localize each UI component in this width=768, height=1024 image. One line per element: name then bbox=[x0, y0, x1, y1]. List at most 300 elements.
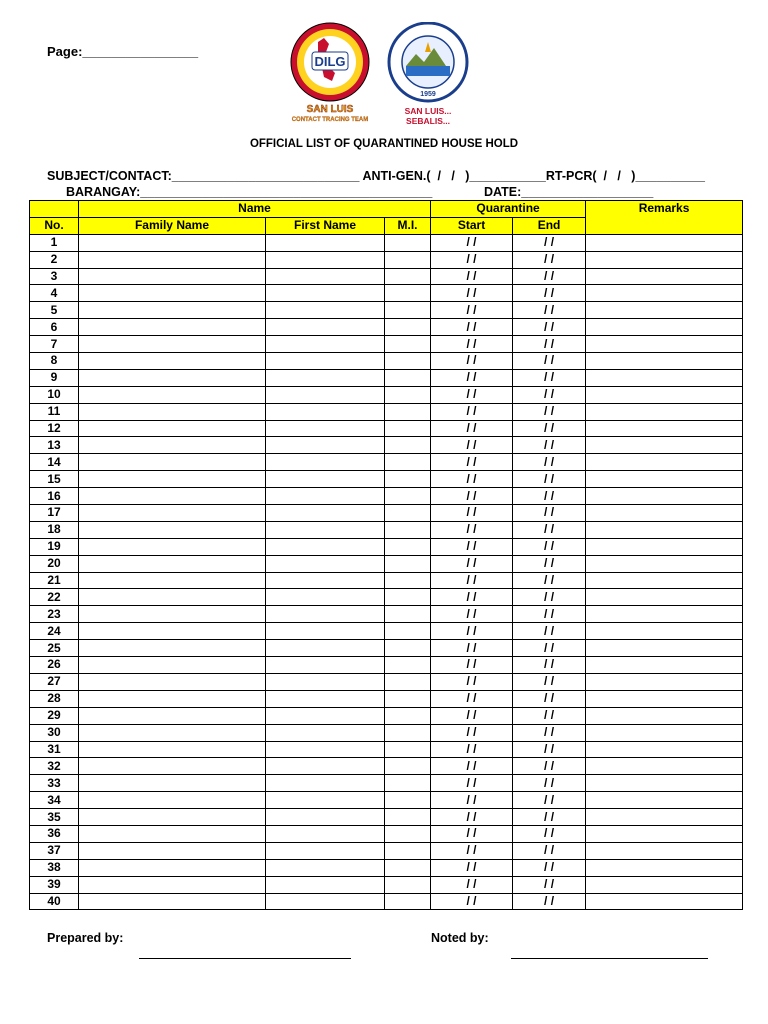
table-row bbox=[30, 505, 743, 522]
table-row bbox=[30, 454, 743, 471]
remarks-cell[interactable] bbox=[586, 302, 743, 319]
municipality-year: 1959 bbox=[420, 91, 436, 98]
end-date-cell[interactable]: / / bbox=[513, 606, 586, 623]
remarks-cell[interactable] bbox=[586, 572, 743, 589]
mi-cell[interactable] bbox=[385, 775, 431, 792]
family-name-cell[interactable] bbox=[79, 234, 266, 251]
family-name-cell[interactable] bbox=[79, 251, 266, 268]
remarks-cell[interactable] bbox=[586, 707, 743, 724]
first-name-cell[interactable] bbox=[266, 505, 385, 522]
remarks-cell[interactable] bbox=[586, 741, 743, 758]
start-date-cell[interactable]: / / bbox=[431, 876, 513, 893]
start-date-cell[interactable]: / / bbox=[431, 234, 513, 251]
row-number: 14 bbox=[30, 454, 79, 471]
end-date-cell[interactable]: / / bbox=[513, 353, 586, 370]
row-number: 6 bbox=[30, 319, 79, 336]
mi-cell[interactable] bbox=[385, 859, 431, 876]
start-date-cell[interactable]: / / bbox=[431, 640, 513, 657]
remarks-cell[interactable] bbox=[586, 623, 743, 640]
first-name-cell[interactable] bbox=[266, 285, 385, 302]
start-date-cell[interactable]: / / bbox=[431, 859, 513, 876]
end-date-cell[interactable]: / / bbox=[513, 302, 586, 319]
first-name-cell[interactable] bbox=[266, 842, 385, 859]
family-name-cell[interactable] bbox=[79, 505, 266, 522]
remarks-cell[interactable] bbox=[586, 809, 743, 826]
subject-contact-line: SUBJECT/CONTACT:___________________________ ANTI-GEN.( / / )___________RT-PCR( / / )__________ bbox=[47, 169, 705, 183]
end-date-cell[interactable]: / / bbox=[513, 234, 586, 251]
mi-cell[interactable] bbox=[385, 285, 431, 302]
first-name-cell[interactable] bbox=[266, 454, 385, 471]
header-first-name: First Name bbox=[266, 217, 385, 234]
family-name-cell[interactable] bbox=[79, 403, 266, 420]
family-name-cell[interactable] bbox=[79, 589, 266, 606]
first-name-cell[interactable] bbox=[266, 758, 385, 775]
remarks-cell[interactable] bbox=[586, 876, 743, 893]
remarks-cell[interactable] bbox=[586, 775, 743, 792]
remarks-cell[interactable] bbox=[586, 606, 743, 623]
row-number: 1 bbox=[30, 234, 79, 251]
end-date-cell[interactable]: / / bbox=[513, 758, 586, 775]
start-date-cell[interactable]: / / bbox=[431, 707, 513, 724]
end-date-cell[interactable]: / / bbox=[513, 876, 586, 893]
remarks-cell[interactable] bbox=[586, 251, 743, 268]
row-number: 40 bbox=[30, 893, 79, 910]
end-date-cell[interactable]: / / bbox=[513, 707, 586, 724]
row-number: 13 bbox=[30, 437, 79, 454]
first-name-cell[interactable] bbox=[266, 859, 385, 876]
first-name-cell[interactable] bbox=[266, 437, 385, 454]
end-date-cell[interactable]: / / bbox=[513, 792, 586, 809]
mi-cell[interactable] bbox=[385, 657, 431, 674]
family-name-cell[interactable] bbox=[79, 336, 266, 353]
first-name-cell[interactable] bbox=[266, 741, 385, 758]
first-name-cell[interactable] bbox=[266, 234, 385, 251]
end-date-cell[interactable]: / / bbox=[513, 640, 586, 657]
row-number: 19 bbox=[30, 538, 79, 555]
row-number: 21 bbox=[30, 572, 79, 589]
mi-cell[interactable] bbox=[385, 336, 431, 353]
table-row bbox=[30, 319, 743, 336]
remarks-cell[interactable] bbox=[586, 454, 743, 471]
first-name-cell[interactable] bbox=[266, 623, 385, 640]
remarks-cell[interactable] bbox=[586, 673, 743, 690]
family-name-cell[interactable] bbox=[79, 859, 266, 876]
mi-cell[interactable] bbox=[385, 521, 431, 538]
table-row bbox=[30, 657, 743, 674]
start-date-cell[interactable]: / / bbox=[431, 555, 513, 572]
first-name-cell[interactable] bbox=[266, 893, 385, 910]
mi-cell[interactable] bbox=[385, 403, 431, 420]
remarks-cell[interactable] bbox=[586, 842, 743, 859]
remarks-cell[interactable] bbox=[586, 471, 743, 488]
start-date-cell[interactable]: / / bbox=[431, 792, 513, 809]
first-name-cell[interactable] bbox=[266, 876, 385, 893]
table-row bbox=[30, 859, 743, 876]
start-date-cell[interactable]: / / bbox=[431, 623, 513, 640]
first-name-cell[interactable] bbox=[266, 690, 385, 707]
start-date-cell[interactable]: / / bbox=[431, 724, 513, 741]
row-number: 35 bbox=[30, 809, 79, 826]
family-name-cell[interactable] bbox=[79, 420, 266, 437]
end-date-cell[interactable]: / / bbox=[513, 336, 586, 353]
remarks-cell[interactable] bbox=[586, 336, 743, 353]
end-date-cell[interactable]: / / bbox=[513, 437, 586, 454]
mi-cell[interactable] bbox=[385, 488, 431, 505]
table-row bbox=[30, 471, 743, 488]
first-name-cell[interactable] bbox=[266, 707, 385, 724]
family-name-cell[interactable] bbox=[79, 572, 266, 589]
row-number: 10 bbox=[30, 386, 79, 403]
first-name-cell[interactable] bbox=[266, 488, 385, 505]
first-name-cell[interactable] bbox=[266, 724, 385, 741]
header-no: No. bbox=[30, 217, 79, 234]
first-name-cell[interactable] bbox=[266, 809, 385, 826]
mi-cell[interactable] bbox=[385, 673, 431, 690]
family-name-cell[interactable] bbox=[79, 302, 266, 319]
remarks-cell[interactable] bbox=[586, 234, 743, 251]
first-name-cell[interactable] bbox=[266, 353, 385, 370]
mi-cell[interactable] bbox=[385, 690, 431, 707]
row-number: 29 bbox=[30, 707, 79, 724]
mi-cell[interactable] bbox=[385, 893, 431, 910]
mi-cell[interactable] bbox=[385, 876, 431, 893]
table-row bbox=[30, 521, 743, 538]
remarks-cell[interactable] bbox=[586, 690, 743, 707]
row-number: 24 bbox=[30, 623, 79, 640]
start-date-cell[interactable]: / / bbox=[431, 758, 513, 775]
first-name-cell[interactable] bbox=[266, 640, 385, 657]
end-date-cell[interactable]: / / bbox=[513, 471, 586, 488]
first-name-cell[interactable] bbox=[266, 555, 385, 572]
start-date-cell[interactable]: / / bbox=[431, 809, 513, 826]
row-number: 33 bbox=[30, 775, 79, 792]
start-date-cell[interactable]: / / bbox=[431, 488, 513, 505]
remarks-cell[interactable] bbox=[586, 859, 743, 876]
table-row bbox=[30, 403, 743, 420]
start-date-cell[interactable]: / / bbox=[431, 657, 513, 674]
first-name-cell[interactable] bbox=[266, 420, 385, 437]
start-date-cell[interactable]: / / bbox=[431, 825, 513, 842]
family-name-cell[interactable] bbox=[79, 437, 266, 454]
first-name-cell[interactable] bbox=[266, 589, 385, 606]
remarks-cell[interactable] bbox=[586, 386, 743, 403]
end-date-cell[interactable]: / / bbox=[513, 268, 586, 285]
table-row bbox=[30, 353, 743, 370]
family-name-cell[interactable] bbox=[79, 386, 266, 403]
remarks-cell[interactable] bbox=[586, 420, 743, 437]
start-date-cell[interactable]: / / bbox=[431, 690, 513, 707]
end-date-cell[interactable]: / / bbox=[513, 859, 586, 876]
header-family-name: Family Name bbox=[79, 217, 266, 234]
end-date-cell[interactable]: / / bbox=[513, 657, 586, 674]
row-number: 27 bbox=[30, 673, 79, 690]
remarks-cell[interactable] bbox=[586, 538, 743, 555]
mi-cell[interactable] bbox=[385, 251, 431, 268]
start-date-cell[interactable]: / / bbox=[431, 386, 513, 403]
table-row bbox=[30, 386, 743, 403]
table-row bbox=[30, 775, 743, 792]
start-date-cell[interactable]: / / bbox=[431, 251, 513, 268]
start-date-cell[interactable]: / / bbox=[431, 268, 513, 285]
first-name-cell[interactable] bbox=[266, 521, 385, 538]
remarks-cell[interactable] bbox=[586, 369, 743, 386]
table-row bbox=[30, 623, 743, 640]
first-name-cell[interactable] bbox=[266, 319, 385, 336]
start-date-cell[interactable]: / / bbox=[431, 572, 513, 589]
mi-cell[interactable] bbox=[385, 792, 431, 809]
start-date-cell[interactable]: / / bbox=[431, 842, 513, 859]
start-date-cell[interactable]: / / bbox=[431, 589, 513, 606]
end-date-cell[interactable]: / / bbox=[513, 285, 586, 302]
date-line: DATE:___________________ bbox=[484, 185, 654, 199]
end-date-cell[interactable]: / / bbox=[513, 386, 586, 403]
mi-cell[interactable] bbox=[385, 825, 431, 842]
family-name-cell[interactable] bbox=[79, 454, 266, 471]
family-name-cell[interactable] bbox=[79, 657, 266, 674]
remarks-cell[interactable] bbox=[586, 403, 743, 420]
remarks-cell[interactable] bbox=[586, 268, 743, 285]
family-name-cell[interactable] bbox=[79, 690, 266, 707]
first-name-cell[interactable] bbox=[266, 825, 385, 842]
mi-cell[interactable] bbox=[385, 555, 431, 572]
first-name-cell[interactable] bbox=[266, 403, 385, 420]
start-date-cell[interactable]: / / bbox=[431, 285, 513, 302]
mi-cell[interactable] bbox=[385, 606, 431, 623]
family-name-cell[interactable] bbox=[79, 606, 266, 623]
remarks-cell[interactable] bbox=[586, 589, 743, 606]
end-date-cell[interactable]: / / bbox=[513, 623, 586, 640]
first-name-cell[interactable] bbox=[266, 251, 385, 268]
family-name-cell[interactable] bbox=[79, 673, 266, 690]
mi-cell[interactable] bbox=[385, 505, 431, 522]
mi-cell[interactable] bbox=[385, 589, 431, 606]
end-date-cell[interactable]: / / bbox=[513, 454, 586, 471]
mi-cell[interactable] bbox=[385, 420, 431, 437]
mi-cell[interactable] bbox=[385, 758, 431, 775]
mi-cell[interactable] bbox=[385, 319, 431, 336]
first-name-cell[interactable] bbox=[266, 302, 385, 319]
row-number: 26 bbox=[30, 657, 79, 674]
end-date-cell[interactable]: / / bbox=[513, 420, 586, 437]
table-row bbox=[30, 876, 743, 893]
mi-cell[interactable] bbox=[385, 724, 431, 741]
header-mi: M.I. bbox=[385, 217, 431, 234]
mi-cell[interactable] bbox=[385, 386, 431, 403]
slogan-line-1: SAN LUIS... bbox=[404, 106, 452, 116]
header-blank bbox=[30, 201, 79, 218]
family-name-cell[interactable] bbox=[79, 471, 266, 488]
end-date-cell[interactable]: / / bbox=[513, 403, 586, 420]
mi-cell[interactable] bbox=[385, 454, 431, 471]
end-date-cell[interactable]: / / bbox=[513, 809, 586, 826]
family-name-cell[interactable] bbox=[79, 353, 266, 370]
first-name-cell[interactable] bbox=[266, 268, 385, 285]
start-date-cell[interactable]: / / bbox=[431, 775, 513, 792]
first-name-cell[interactable] bbox=[266, 386, 385, 403]
remarks-cell[interactable] bbox=[586, 353, 743, 370]
family-name-cell[interactable] bbox=[79, 741, 266, 758]
end-date-cell[interactable]: / / bbox=[513, 555, 586, 572]
start-date-cell[interactable]: / / bbox=[431, 606, 513, 623]
family-name-cell[interactable] bbox=[79, 842, 266, 859]
row-number: 25 bbox=[30, 640, 79, 657]
quarantine-table bbox=[29, 200, 743, 910]
family-name-cell[interactable] bbox=[79, 707, 266, 724]
family-name-cell[interactable] bbox=[79, 285, 266, 302]
end-date-cell[interactable]: / / bbox=[513, 673, 586, 690]
mi-cell[interactable] bbox=[385, 471, 431, 488]
remarks-cell[interactable] bbox=[586, 505, 743, 522]
family-name-cell[interactable] bbox=[79, 640, 266, 657]
family-name-cell[interactable] bbox=[79, 809, 266, 826]
first-name-cell[interactable] bbox=[266, 471, 385, 488]
start-date-cell[interactable]: / / bbox=[431, 505, 513, 522]
mi-cell[interactable] bbox=[385, 623, 431, 640]
remarks-cell[interactable] bbox=[586, 657, 743, 674]
start-date-cell[interactable]: / / bbox=[431, 437, 513, 454]
form-title: OFFICIAL LIST OF QUARANTINED HOUSE HOLD bbox=[249, 138, 519, 150]
table-row bbox=[30, 538, 743, 555]
family-name-cell[interactable] bbox=[79, 268, 266, 285]
start-date-cell[interactable]: / / bbox=[431, 471, 513, 488]
family-name-cell[interactable] bbox=[79, 775, 266, 792]
end-date-cell[interactable]: / / bbox=[513, 690, 586, 707]
family-name-cell[interactable] bbox=[79, 724, 266, 741]
remarks-cell[interactable] bbox=[586, 724, 743, 741]
remarks-cell[interactable] bbox=[586, 640, 743, 657]
family-name-cell[interactable] bbox=[79, 758, 266, 775]
remarks-cell[interactable] bbox=[586, 555, 743, 572]
family-name-cell[interactable] bbox=[79, 792, 266, 809]
first-name-cell[interactable] bbox=[266, 606, 385, 623]
family-name-cell[interactable] bbox=[79, 555, 266, 572]
family-name-cell[interactable] bbox=[79, 538, 266, 555]
row-number: 37 bbox=[30, 842, 79, 859]
remarks-cell[interactable] bbox=[586, 893, 743, 910]
row-number: 22 bbox=[30, 589, 79, 606]
end-date-cell[interactable]: / / bbox=[513, 251, 586, 268]
first-name-cell[interactable] bbox=[266, 336, 385, 353]
family-name-cell[interactable] bbox=[79, 319, 266, 336]
start-date-cell[interactable]: / / bbox=[431, 353, 513, 370]
remarks-cell[interactable] bbox=[586, 285, 743, 302]
end-date-cell[interactable]: / / bbox=[513, 741, 586, 758]
table-row bbox=[30, 488, 743, 505]
family-name-cell[interactable] bbox=[79, 623, 266, 640]
start-date-cell[interactable]: / / bbox=[431, 521, 513, 538]
start-date-cell[interactable]: / / bbox=[431, 673, 513, 690]
table-row bbox=[30, 572, 743, 589]
remarks-cell[interactable] bbox=[586, 792, 743, 809]
noted-by-signature-line[interactable] bbox=[511, 958, 708, 959]
end-date-cell[interactable]: / / bbox=[513, 893, 586, 910]
row-number: 9 bbox=[30, 369, 79, 386]
remarks-cell[interactable] bbox=[586, 488, 743, 505]
remarks-cell[interactable] bbox=[586, 521, 743, 538]
mi-cell[interactable] bbox=[385, 353, 431, 370]
mi-cell[interactable] bbox=[385, 369, 431, 386]
mi-cell[interactable] bbox=[385, 234, 431, 251]
table-body bbox=[30, 234, 743, 910]
remarks-cell[interactable] bbox=[586, 437, 743, 454]
table-row bbox=[30, 825, 743, 842]
row-number: 31 bbox=[30, 741, 79, 758]
first-name-cell[interactable] bbox=[266, 673, 385, 690]
end-date-cell[interactable]: / / bbox=[513, 488, 586, 505]
end-date-cell[interactable]: / / bbox=[513, 538, 586, 555]
dilg-seal bbox=[291, 23, 369, 123]
mi-cell[interactable] bbox=[385, 842, 431, 859]
family-name-cell[interactable] bbox=[79, 825, 266, 842]
end-date-cell[interactable]: / / bbox=[513, 505, 586, 522]
start-date-cell[interactable]: / / bbox=[431, 741, 513, 758]
table-row bbox=[30, 437, 743, 454]
start-date-cell[interactable]: / / bbox=[431, 538, 513, 555]
start-date-cell[interactable]: / / bbox=[431, 893, 513, 910]
first-name-cell[interactable] bbox=[266, 792, 385, 809]
mi-cell[interactable] bbox=[385, 268, 431, 285]
first-name-cell[interactable] bbox=[266, 775, 385, 792]
mi-cell[interactable] bbox=[385, 437, 431, 454]
table-row bbox=[30, 420, 743, 437]
start-date-cell[interactable]: / / bbox=[431, 302, 513, 319]
mi-cell[interactable] bbox=[385, 741, 431, 758]
row-number: 17 bbox=[30, 505, 79, 522]
noted-by-label: Noted by: bbox=[431, 931, 489, 945]
mi-cell[interactable] bbox=[385, 809, 431, 826]
end-date-cell[interactable]: / / bbox=[513, 842, 586, 859]
family-name-cell[interactable] bbox=[79, 893, 266, 910]
mi-cell[interactable] bbox=[385, 572, 431, 589]
first-name-cell[interactable] bbox=[266, 538, 385, 555]
row-number: 4 bbox=[30, 285, 79, 302]
start-date-cell[interactable]: / / bbox=[431, 336, 513, 353]
start-date-cell[interactable]: / / bbox=[431, 319, 513, 336]
end-date-cell[interactable]: / / bbox=[513, 319, 586, 336]
start-date-cell[interactable]: / / bbox=[431, 369, 513, 386]
mi-cell[interactable] bbox=[385, 640, 431, 657]
table-row bbox=[30, 690, 743, 707]
prepared-by-signature-line[interactable] bbox=[139, 958, 351, 959]
start-date-cell[interactable]: / / bbox=[431, 403, 513, 420]
end-date-cell[interactable]: / / bbox=[513, 521, 586, 538]
end-date-cell[interactable]: / / bbox=[513, 572, 586, 589]
start-date-cell[interactable]: / / bbox=[431, 420, 513, 437]
family-name-cell[interactable] bbox=[79, 369, 266, 386]
mi-cell[interactable] bbox=[385, 302, 431, 319]
mi-cell[interactable] bbox=[385, 707, 431, 724]
remarks-cell[interactable] bbox=[586, 758, 743, 775]
family-name-cell[interactable] bbox=[79, 488, 266, 505]
remarks-cell[interactable] bbox=[586, 825, 743, 842]
end-date-cell[interactable]: / / bbox=[513, 724, 586, 741]
family-name-cell[interactable] bbox=[79, 521, 266, 538]
family-name-cell[interactable] bbox=[79, 876, 266, 893]
end-date-cell[interactable]: / / bbox=[513, 775, 586, 792]
first-name-cell[interactable] bbox=[266, 369, 385, 386]
end-date-cell[interactable]: / / bbox=[513, 589, 586, 606]
table-row bbox=[30, 673, 743, 690]
table-row bbox=[30, 893, 743, 910]
start-date-cell[interactable]: / / bbox=[431, 454, 513, 471]
end-date-cell[interactable]: / / bbox=[513, 825, 586, 842]
first-name-cell[interactable] bbox=[266, 657, 385, 674]
remarks-cell[interactable] bbox=[586, 319, 743, 336]
mi-cell[interactable] bbox=[385, 538, 431, 555]
first-name-cell[interactable] bbox=[266, 572, 385, 589]
end-date-cell[interactable]: / / bbox=[513, 369, 586, 386]
row-number: 8 bbox=[30, 353, 79, 370]
